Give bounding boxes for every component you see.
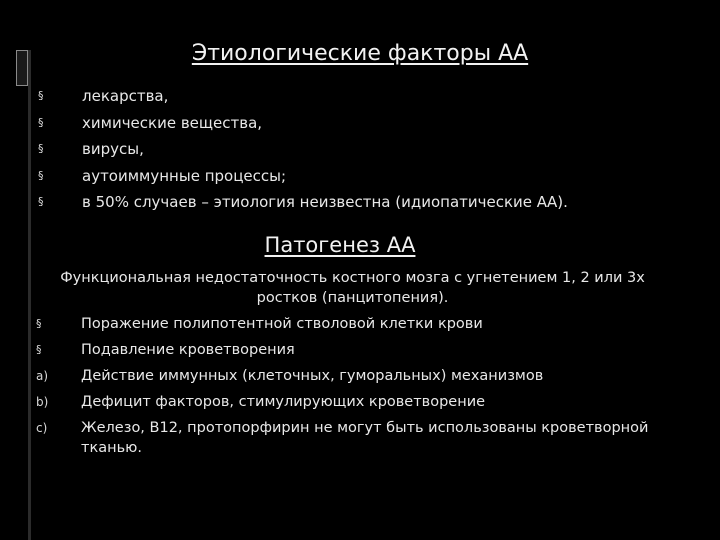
list-item: [36, 392, 676, 412]
etiology-title: Этиологические факторы АА: [191, 41, 529, 66]
list-item: [38, 110, 568, 137]
list-item: [36, 314, 676, 334]
list-item-text: химические вещества,: [82, 113, 263, 132]
decorative-bar: [28, 50, 31, 540]
list-item-text: аутоиммунные процессы;: [82, 166, 287, 185]
pathogenesis-intro: Функциональная недостаточность костного мозга с угнетением 1, 2 или 3х ростков (панцитопения).: [60, 270, 645, 306]
list-item-text: Железо, В12, протопорфирин не могут быть использованы кроветворной тканью.: [81, 420, 649, 456]
list-item: [36, 418, 676, 458]
list-item: [38, 163, 568, 190]
list-marker: b): [36, 395, 49, 409]
bullet-icon: §: [38, 115, 44, 129]
bullet-icon: §: [38, 168, 44, 182]
list-item-text: вирусы,: [82, 140, 144, 158]
list-marker: c): [36, 421, 48, 435]
bullet-icon: §: [36, 317, 42, 330]
list-item: [38, 83, 568, 110]
list-item-text: Подавление кроветворения: [81, 342, 295, 358]
decorative-block: [16, 50, 28, 86]
bullet-icon: §: [38, 195, 44, 208]
list-item: [38, 189, 568, 216]
list-item-text: Действие иммунных (клеточных, гуморальных) механизмов: [81, 368, 544, 384]
list-item-text: в 50% случаев – этиология неизвестна (идиопатические АА).: [82, 193, 568, 211]
bullet-icon: §: [38, 142, 44, 155]
list-item-text: Дефицит факторов, стимулирующих кроветворение: [81, 394, 486, 410]
list-item-text: лекарства,: [82, 87, 169, 105]
bullet-icon: §: [36, 343, 42, 356]
etiology-list: [38, 83, 568, 216]
list-marker: a): [36, 369, 49, 383]
list-item-text: Поражение полипотентной стволовой клетки крови: [81, 316, 483, 332]
list-item: [38, 136, 568, 163]
bullet-icon: §: [38, 89, 44, 102]
pathogenesis-title: Патогенез АА: [264, 233, 416, 257]
list-item: [36, 340, 676, 360]
pathogenesis-list: [36, 314, 676, 464]
list-item: [36, 366, 676, 386]
